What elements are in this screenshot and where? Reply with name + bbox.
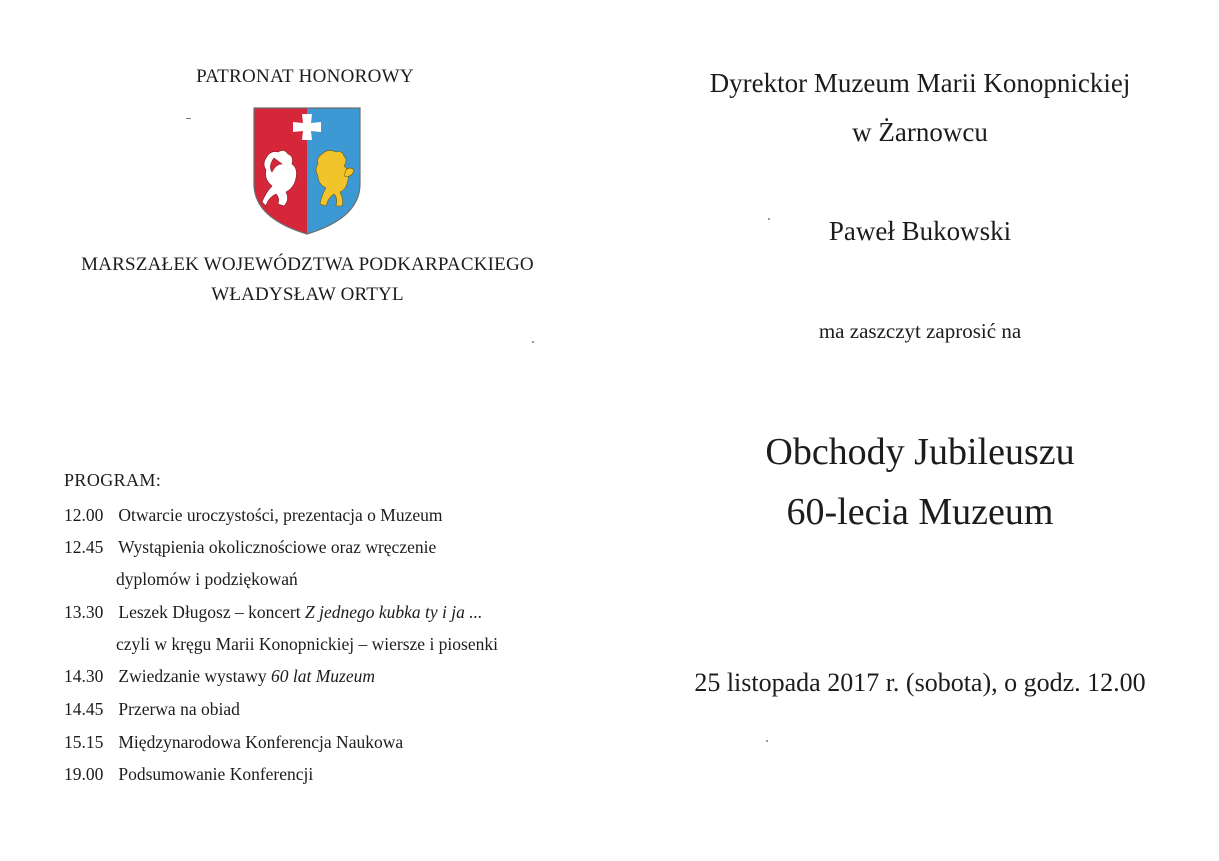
program-text-continued: dyplomów i podziękowań — [116, 569, 298, 589]
program-item — [64, 732, 403, 753]
scan-speck — [186, 118, 191, 119]
scan-speck — [766, 740, 768, 742]
invitation-text: ma zaszczyt zaprosić na — [818, 319, 1022, 343]
director-location: w Żarnowcu — [852, 117, 988, 147]
event-subtitle: 60-lecia Muzeum — [786, 491, 1054, 533]
program-text: Otwarcie uroczystości, prezentacja o Muzeum — [118, 505, 443, 525]
marszalek-name: WŁADYSŁAW ORTYL — [211, 284, 404, 305]
program-item — [64, 537, 436, 558]
program-time: 14.30 — [64, 666, 104, 686]
patronat-heading: PATRONAT HONOROWY — [196, 66, 414, 87]
program-item — [64, 764, 313, 785]
program-text: Wystąpienia okolicznościowe oraz wręczenie — [118, 537, 437, 557]
program-time: 15.15 — [64, 732, 104, 752]
marszalek-title: MARSZAŁEK WOJEWÓDZTWA PODKARPACKIEGO — [81, 254, 534, 275]
program-text: Leszek Długosz – koncert — [118, 602, 305, 622]
program-time: 12.45 — [64, 537, 104, 557]
program-time: 14.45 — [64, 699, 104, 719]
scan-speck — [532, 341, 534, 343]
program-text: Podsumowanie Konferencji — [118, 764, 314, 784]
director-title: Dyrektor Muzeum Marii Konopnickiej — [709, 68, 1131, 98]
scan-speck — [768, 218, 770, 220]
program-time: 12.00 — [64, 505, 104, 525]
event-title: Obchody Jubileuszu — [765, 431, 1075, 473]
program-heading: PROGRAM: — [64, 470, 162, 490]
event-date: 25 listopada 2017 r. (sobota), o godz. 12.00 — [694, 668, 1146, 697]
program-text: Zwiedzanie wystawy — [118, 666, 271, 686]
program-text-italic: Z jednego kubka ty i ja ... — [304, 602, 483, 622]
program-item — [64, 699, 240, 720]
program-text: Przerwa na obiad — [118, 699, 240, 719]
program-time: 19.00 — [64, 764, 104, 784]
program-item — [64, 505, 442, 526]
program-text: Międzynarodowa Konferencja Naukowa — [118, 732, 404, 752]
program-text-continued: czyli w kręgu Marii Konopnickiej – wiersze i piosenki — [116, 634, 498, 654]
program-item — [64, 602, 482, 623]
coat-of-arms-icon — [252, 106, 362, 236]
program-time: 13.30 — [64, 602, 104, 622]
director-name: Paweł Bukowski — [828, 216, 1012, 246]
program-item — [64, 666, 375, 687]
program-text-italic: 60 lat Muzeum — [270, 666, 375, 686]
